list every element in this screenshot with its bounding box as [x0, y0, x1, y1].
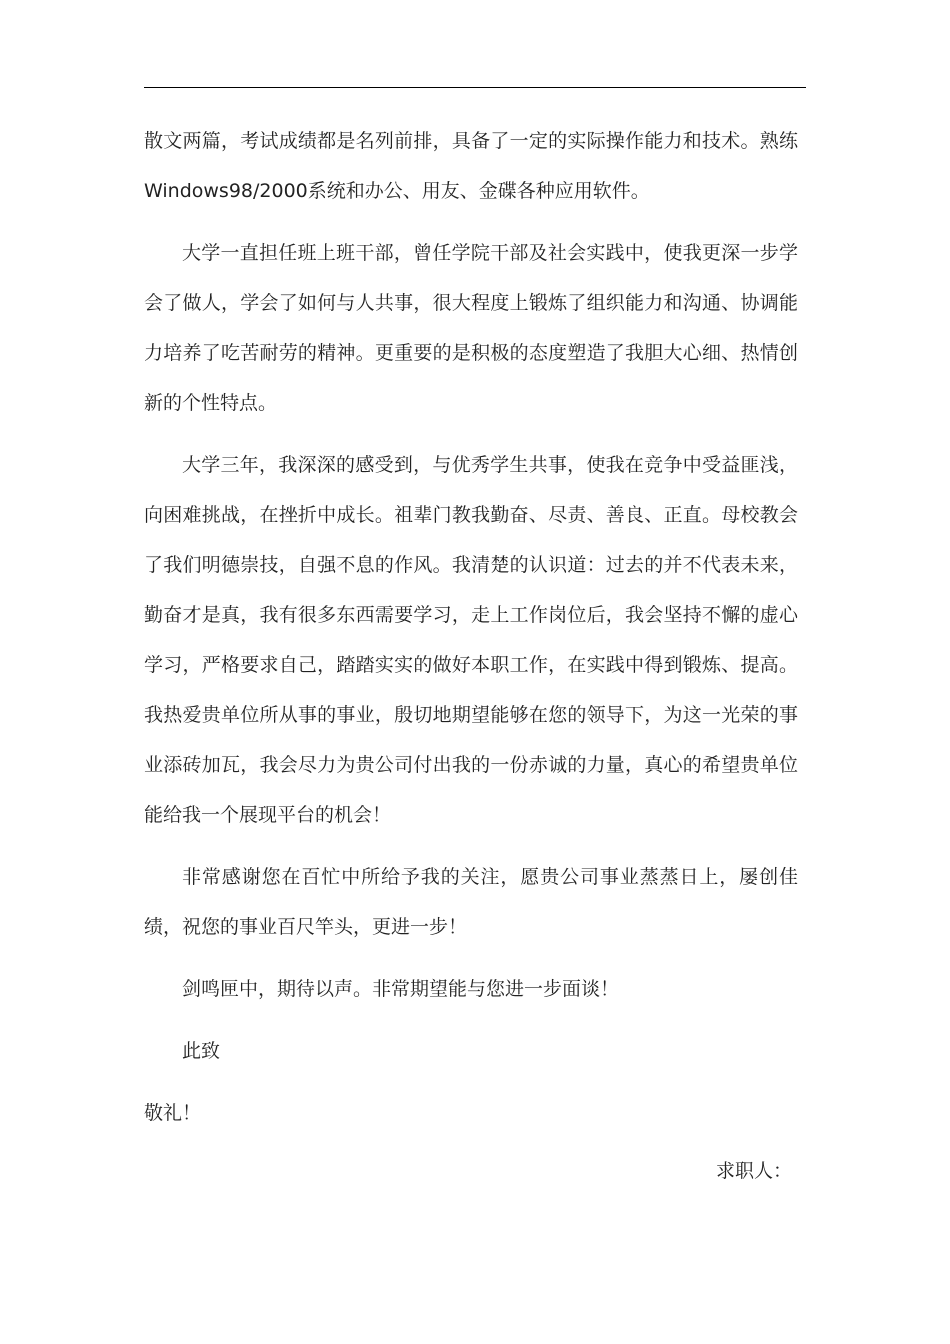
paragraph-skills-continued: 散文两篇，考试成绩都是名列前排，具备了一定的实际操作能力和技术。熟练Windows98/2000系统和办公、用友、金碟各种应用软件。	[144, 130, 798, 202]
salutation-cizhi: 此致	[182, 1040, 221, 1062]
letter-body	[144, 116, 798, 1138]
paragraph-leadership: 大学一直担任班上班干部，曾任学院干部及社会实践中，使我更深一步学会了做人，学会了如何与人共事，很大程度上锻炼了组织能力和沟通、协调能力培养了吃苦耐劳的精神。更重要的是积极的态度塑造了我胆大心细、热情创新的个性特点。	[144, 242, 798, 414]
paragraph-university-experience: 大学三年，我深深的感受到，与优秀学生共事，使我在竞争中受益匪浅，向困难挑战，在挫折中成长。祖辈门教我勤奋、尽责、善良、正直。母校教会了我们明德崇技，自强不息的作风。我清楚的认识道：过去的并不代表未来，勤奋才是真，我有很多东西需要学习，走上工作岗位后，我会坚持不懈的虚心学习，严格要求自己，踏踏实实的做好本职工作，在实践中得到锻炼、提高。我热爱贵单位所从事的事业，殷切地期望能够在您的领导下，为这一光荣的事业添砖加瓦，我会尽力为贵公司付出我的一份赤诚的力量，真心的希望贵单位能给我一个展现平台的机会！	[144, 454, 798, 826]
salutation-jingli: 敬礼！	[144, 1102, 202, 1124]
applicant-signature: 求职人：	[716, 1160, 793, 1182]
paragraph-interview-request: 剑鸣匣中，期待以声。非常期望能与您进一步面谈！	[182, 978, 620, 1000]
header-rule	[144, 87, 806, 88]
paragraph-thanks: 非常感谢您在百忙中所给予我的关注，愿贵公司事业蒸蒸日上，屡创佳绩，祝您的事业百尺竿头，更进一步！	[144, 866, 798, 938]
